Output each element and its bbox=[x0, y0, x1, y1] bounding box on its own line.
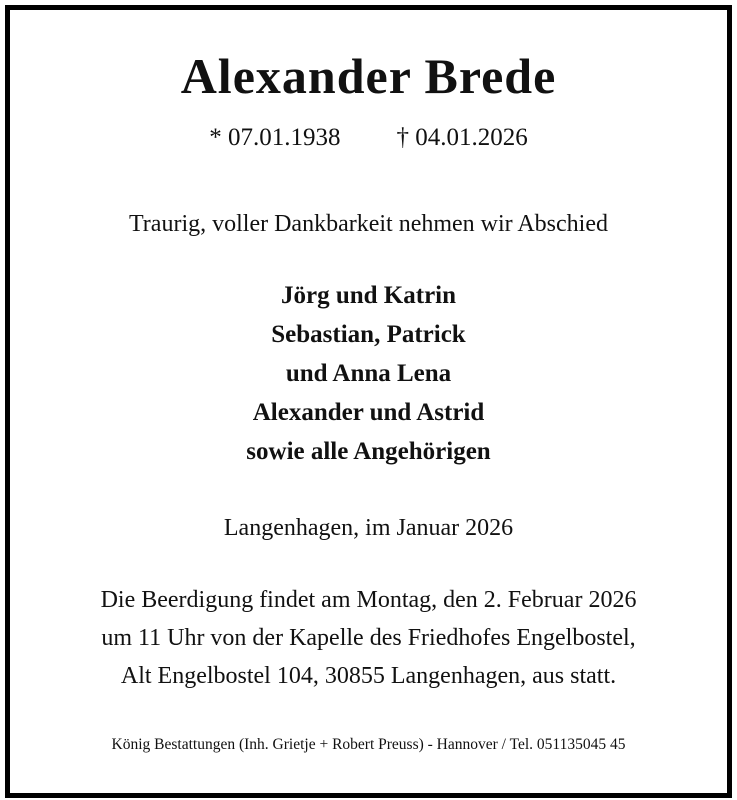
death-date: † 04.01.2026 bbox=[396, 124, 528, 151]
mourners-list bbox=[10, 276, 727, 471]
undertaker-info: König Bestattungen (Inh. Grietje + Robert Preuss) - Hannover / Tel. 051135045 45 bbox=[111, 736, 626, 753]
place-and-date: Langenhagen, im Januar 2026 bbox=[223, 515, 514, 541]
mourner-line: Sebastian, Patrick bbox=[271, 321, 466, 348]
deceased-name: Alexander Brede bbox=[180, 48, 557, 104]
funeral-line: Die Beerdigung findet am Montag, den 2. Februar 2026 bbox=[100, 587, 637, 613]
life-dates bbox=[10, 123, 727, 153]
funeral-line: um 11 Uhr von der Kapelle des Friedhofes Engelbostel, bbox=[101, 625, 636, 651]
mourner-line: Jörg und Katrin bbox=[280, 282, 457, 309]
obituary-notice bbox=[5, 5, 732, 798]
mourner-line: sowie alle Angehörigen bbox=[246, 438, 491, 465]
farewell-text: Traurig, voller Dankbarkeit nehmen wir Abschied bbox=[128, 211, 608, 237]
funeral-details bbox=[10, 581, 727, 695]
funeral-line: Alt Engelbostel 104, 30855 Langenhagen, aus statt. bbox=[120, 663, 617, 689]
mourner-line: Alexander und Astrid bbox=[252, 399, 485, 426]
birth-date: * 07.01.1938 bbox=[209, 124, 341, 151]
mourner-line: und Anna Lena bbox=[285, 360, 452, 387]
